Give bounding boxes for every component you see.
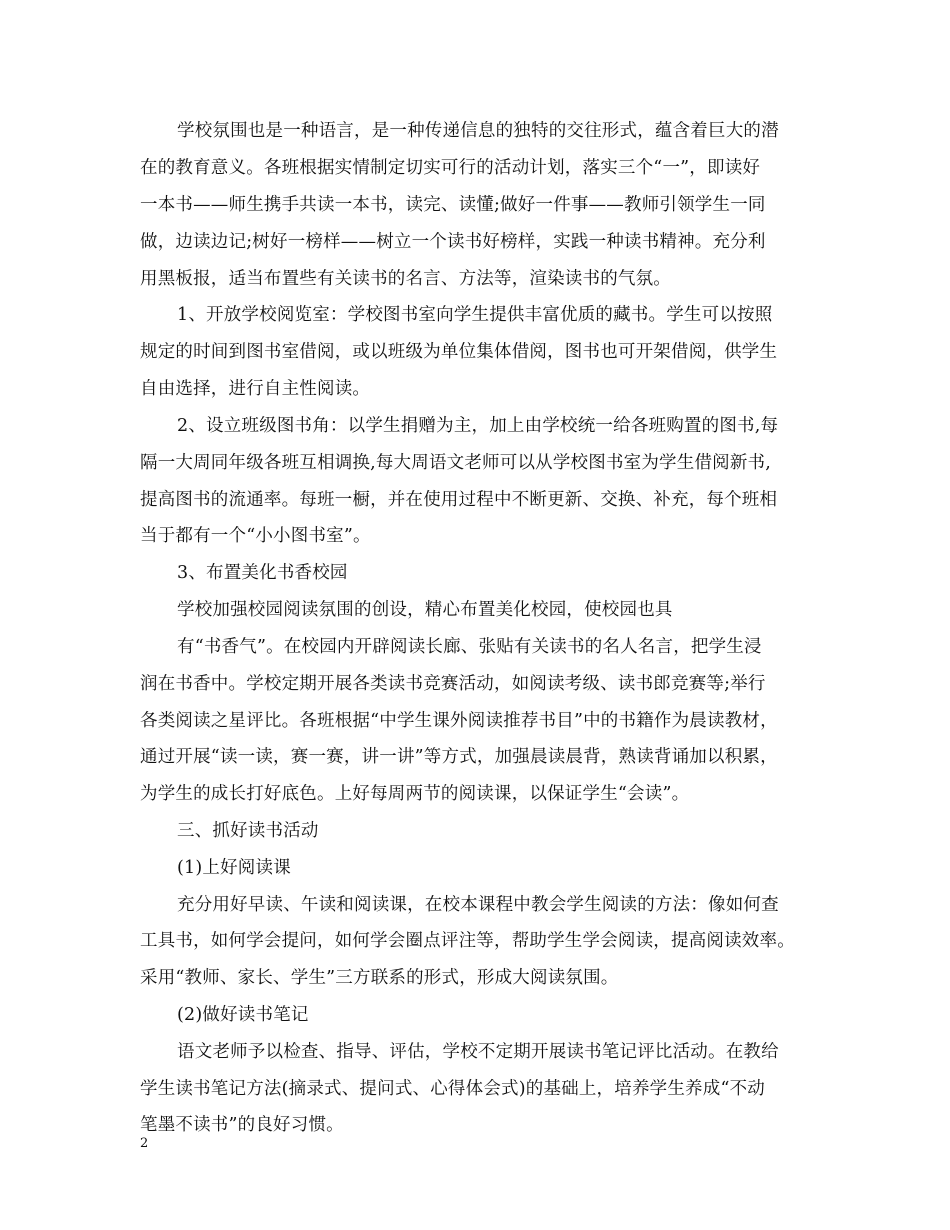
text-line: 各类阅读之星评比。各班根据“中学生课外阅读推荐书目”中的书籍作为晨读教材，	[140, 711, 778, 731]
text-line: 学校加强校园阅读氛围的创设，精心布置美化校园，使校园也具	[177, 600, 673, 620]
text-line: 规定的时间到图书室借阅，或以班级为单位集体借阅，图书也可开架借阅，供学生	[140, 342, 778, 362]
page-number: 2	[140, 1136, 149, 1151]
text-line: 1、开放学校阅览室：学校图书室向学生提供丰富优质的藏书。学生可以按照	[177, 305, 773, 325]
text-line: 用黑板报，适当布置些有关读书的名言、方法等，渲染读书的气氛。	[140, 269, 671, 289]
text-line: 有“书香气”。在校园内开辟阅读长廊、张贴有关读书的名人名言，把学生浸	[177, 637, 762, 657]
section-heading: 三、抓好读书活动	[177, 821, 319, 841]
text-line: 隔一大周同年级各班互相调换,每大周语文老师可以从学校图书室为学生借阅新书,	[140, 453, 772, 473]
text-line: 润在书香中。学校定期开展各类读书竞赛活动，如阅读考级、读书郎竞赛等;举行	[140, 674, 766, 694]
text-line: 工具书，如何学会提问，如何学会圈点评注等，帮助学生学会阅读，提高阅读效率。	[140, 931, 795, 951]
text-line: 充分用好早读、午读和阅读课，在校本课程中教会学生阅读的方法：像如何查	[177, 895, 779, 915]
text-line: 为学生的成长打好底色。上好每周两节的阅读课，以保证学生“会读”。	[140, 784, 690, 804]
text-line: 语文老师予以检查、指导、评估，学校不定期开展读书笔记评比活动。在教给	[177, 1042, 779, 1062]
section-heading: 3、布置美化书香校园	[177, 563, 348, 583]
text-line: 当于都有一个“小小图书室”。	[140, 526, 371, 546]
text-line: 提高图书的流通率。每班一橱，并在使用过程中不断更新、交换、补充，每个班相	[140, 490, 778, 510]
subsection-heading: (1)上好阅读课	[177, 858, 291, 878]
text-line: 采用“教师、家长、学生”三方联系的形式，形成大阅读氛围。	[140, 968, 619, 988]
text-line: 2、设立班级图书角：以学生捐赠为主，加上由学校统一给各班购置的图书,每	[177, 416, 779, 436]
subsection-heading: (2)做好读书笔记	[177, 1005, 309, 1025]
text-line: 一本书——师生携手共读一本书，读完、读懂;做好一件事——教师引领学生一同	[140, 195, 766, 215]
text-line: 自由选择，进行自主性阅读。	[140, 379, 371, 399]
text-line: 在的教育意义。各班根据实情制定切实可行的活动计划，落实三个“一”，即读好	[140, 158, 761, 178]
text-line: 做，边读边记;树好一榜样——树立一个读书好榜样，实践一种读书精神。充分利	[140, 232, 766, 252]
text-line: 笔墨不读书”的良好习惯。	[140, 1115, 344, 1135]
text-line: 通过开展“读一读，赛一赛，讲一讲”等方式，加强晨读晨背，熟读背诵加以积累，	[140, 747, 778, 767]
text-line: 学校氛围也是一种语言，是一种传递信息的独特的交往形式，蕴含着巨大的潜	[177, 121, 779, 141]
text-line: 学生读书笔记方法(摘录式、提问式、心得体会式)的基础上，培养学生养成“不动	[140, 1079, 765, 1099]
